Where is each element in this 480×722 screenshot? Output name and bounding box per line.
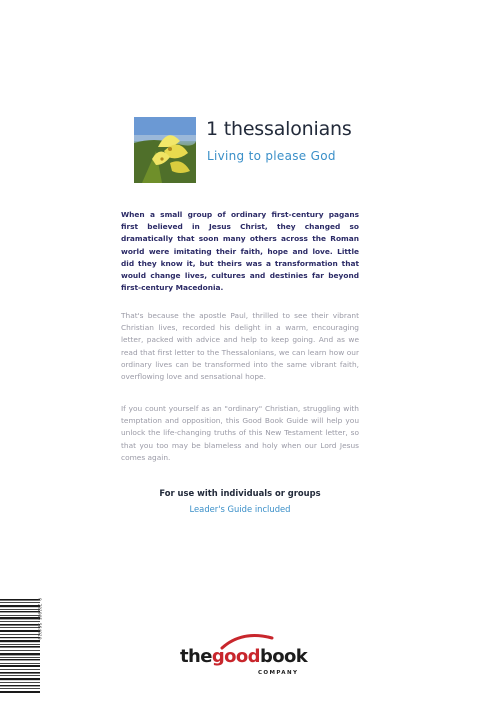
barcode-number: 9 781905 564910 (36, 598, 41, 640)
logo-word-the: the (180, 646, 212, 667)
leaders-guide-note: Leader's Guide included (189, 504, 291, 514)
barcode (0, 597, 52, 697)
usage-note: For use with individuals or groups (159, 488, 321, 498)
body-paragraph-2: That's because the apostle Paul, thrilled to see their vibrant Christian lives, recorded his delight in a warm, encouraging letter, packed with advice and help to keep going. And as we read that first letter to the Thessalonians, we can learn how our ordinary lives can be transformed into the same vibrant faith, overflowing love and sensational hope. (121, 311, 359, 382)
body-paragraph-3: If you count yourself as an "ordinary" Christian, struggling with temptation and opposition, this Good Book Guide will help you unlock the life-changing truths of this New Testament letter, so that you too may be blameless and holy when our Lord Jesus comes again. (121, 404, 359, 462)
publisher-logo (176, 628, 316, 684)
book-subtitle: Living to please God (207, 149, 336, 163)
logo-company: COMPANY (258, 670, 299, 676)
intro-paragraph: When a small group of ordinary first-century pagans first believed in Jesus Christ, they changed so dramatically that soon many others across the Roman world were imitating their faith, hope and love. Little did they know it, but theirs was a transformation that would change lives, cultures and destinies far beyond first-century Macedonia. (121, 210, 359, 293)
logo-wordmark (180, 646, 307, 667)
logo-word-good: good (211, 646, 260, 667)
logo-word-book: book (259, 646, 308, 667)
book-title: 1 thessalonians (206, 118, 352, 140)
cover-photo (134, 117, 196, 183)
lily-illustration (134, 117, 196, 183)
